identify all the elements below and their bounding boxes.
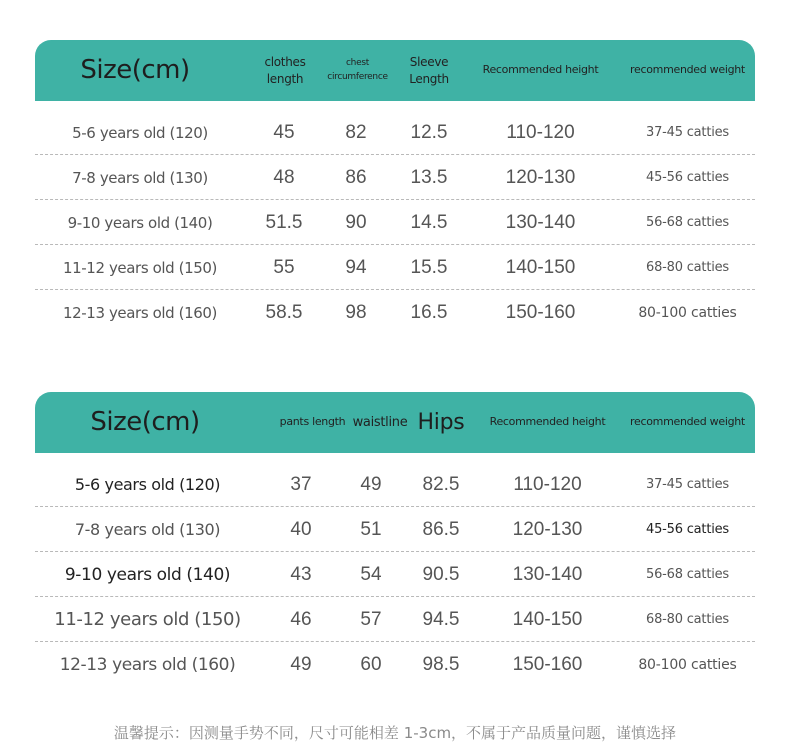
sleeve-cell: 16.5	[410, 301, 448, 323]
waistline-cell: 49	[360, 473, 382, 495]
pants-length-cell: 40	[290, 518, 312, 540]
pants-size-table	[35, 392, 755, 675]
hips-cell: 94.5	[422, 608, 460, 630]
age-size-cell: 7-8 years old (130)	[72, 168, 208, 187]
age-size-cell: 11-12 years old (150)	[63, 258, 217, 277]
pants-length-cell: 37	[290, 473, 312, 495]
tops-header-recommended-height: Recommended height	[482, 63, 599, 77]
height-cell: 110-120	[506, 121, 575, 143]
table-row	[35, 290, 755, 335]
tops-title: Size(cm)	[80, 54, 190, 85]
hips-cell: 98.5	[422, 653, 460, 675]
height-cell: 110-120	[513, 473, 582, 495]
clothes-length-cell: 55	[273, 256, 295, 278]
pants-header-hips: Hips	[417, 409, 465, 435]
pants-header-pants-length: pants length	[279, 415, 346, 429]
hips-cell: 90.5	[422, 563, 460, 585]
hips-cell: 82.5	[422, 473, 460, 495]
waistline-cell: 54	[360, 563, 382, 585]
weight-cell: 80-100 catties	[638, 656, 737, 673]
pants-length-cell: 49	[290, 653, 312, 675]
height-cell: 150-160	[505, 301, 576, 323]
clothes-length-cell: 45	[273, 121, 295, 143]
table-row	[35, 642, 755, 687]
table-row	[35, 245, 755, 290]
height-cell: 120-130	[512, 518, 583, 540]
hips-cell: 86.5	[422, 518, 460, 540]
table-row	[35, 110, 755, 155]
chest-cell: 94	[345, 256, 367, 278]
height-cell: 130-140	[512, 563, 583, 585]
table-row	[35, 507, 755, 552]
age-size-cell: 9-10 years old (140)	[64, 564, 231, 585]
pants-title: Size(cm)	[90, 406, 200, 437]
pants-header-recommended-height: Recommended height	[489, 415, 606, 429]
tops-header-clothes-length: clothes length	[264, 55, 306, 86]
waistline-cell: 51	[360, 518, 382, 540]
age-size-cell: 12-13 years old (160)	[63, 303, 217, 322]
pants-table-header	[35, 392, 755, 453]
table-row	[35, 155, 755, 200]
sleeve-cell: 15.5	[410, 256, 448, 278]
sleeve-cell: 14.5	[410, 211, 448, 233]
waistline-cell: 60	[360, 653, 382, 675]
age-size-cell: 11-12 years old (150)	[54, 609, 241, 630]
tops-size-table	[35, 40, 755, 323]
clothes-length-cell: 48	[273, 166, 295, 188]
weight-cell: 80-100 catties	[638, 304, 737, 321]
height-cell: 140-150	[505, 256, 576, 278]
waistline-cell: 57	[360, 608, 382, 630]
weight-cell: 37-45 catties	[646, 477, 729, 492]
height-cell: 140-150	[512, 608, 583, 630]
tops-header-chest-circumference: chest circumference	[327, 58, 388, 82]
chest-cell: 86	[345, 166, 367, 188]
pants-length-cell: 43	[290, 563, 312, 585]
tops-header-sleeve-length: Sleeve Length	[409, 55, 449, 86]
pants-header-waistline: waistline	[352, 414, 408, 430]
pants-header-recommended-weight: recommended weight	[630, 415, 745, 429]
table-row	[35, 200, 755, 245]
table-row	[35, 462, 755, 507]
tops-table-header	[35, 40, 755, 101]
weight-cell: 37-45 catties	[646, 125, 729, 140]
age-size-cell: 9-10 years old (140)	[67, 213, 213, 232]
age-size-cell: 7-8 years old (130)	[74, 520, 221, 539]
sleeve-cell: 13.5	[410, 166, 448, 188]
clothes-length-cell: 58.5	[265, 301, 303, 323]
height-cell: 130-140	[505, 211, 576, 233]
age-size-cell: 12-13 years old (160)	[59, 654, 236, 675]
height-cell: 120-130	[505, 166, 576, 188]
height-cell: 150-160	[512, 653, 583, 675]
weight-cell: 68-80 catties	[646, 260, 729, 275]
chest-cell: 98	[345, 301, 367, 323]
weight-cell: 56-68 catties	[646, 567, 729, 582]
weight-cell: 45-56 catties	[646, 170, 729, 185]
age-size-cell: 5-6 years old (120)	[74, 475, 221, 494]
pants-length-cell: 46	[290, 608, 312, 630]
clothes-length-cell: 51.5	[265, 211, 303, 233]
sleeve-cell: 12.5	[410, 121, 448, 143]
tops-header-recommended-weight: recommended weight	[630, 63, 745, 77]
table-row	[35, 597, 755, 642]
weight-cell: 56-68 catties	[646, 215, 729, 230]
chest-cell: 90	[345, 211, 367, 233]
weight-cell: 68-80 catties	[646, 612, 729, 627]
table-row	[35, 552, 755, 597]
chest-cell: 82	[345, 121, 367, 143]
age-size-cell: 5-6 years old (120)	[72, 123, 208, 142]
weight-cell: 45-56 catties	[646, 522, 729, 537]
measurement-tip-note: 温馨提示：因测量手势不同，尺寸可能相差 1-3cm，不属于产品质量问题，谨慎选择	[113, 724, 677, 742]
